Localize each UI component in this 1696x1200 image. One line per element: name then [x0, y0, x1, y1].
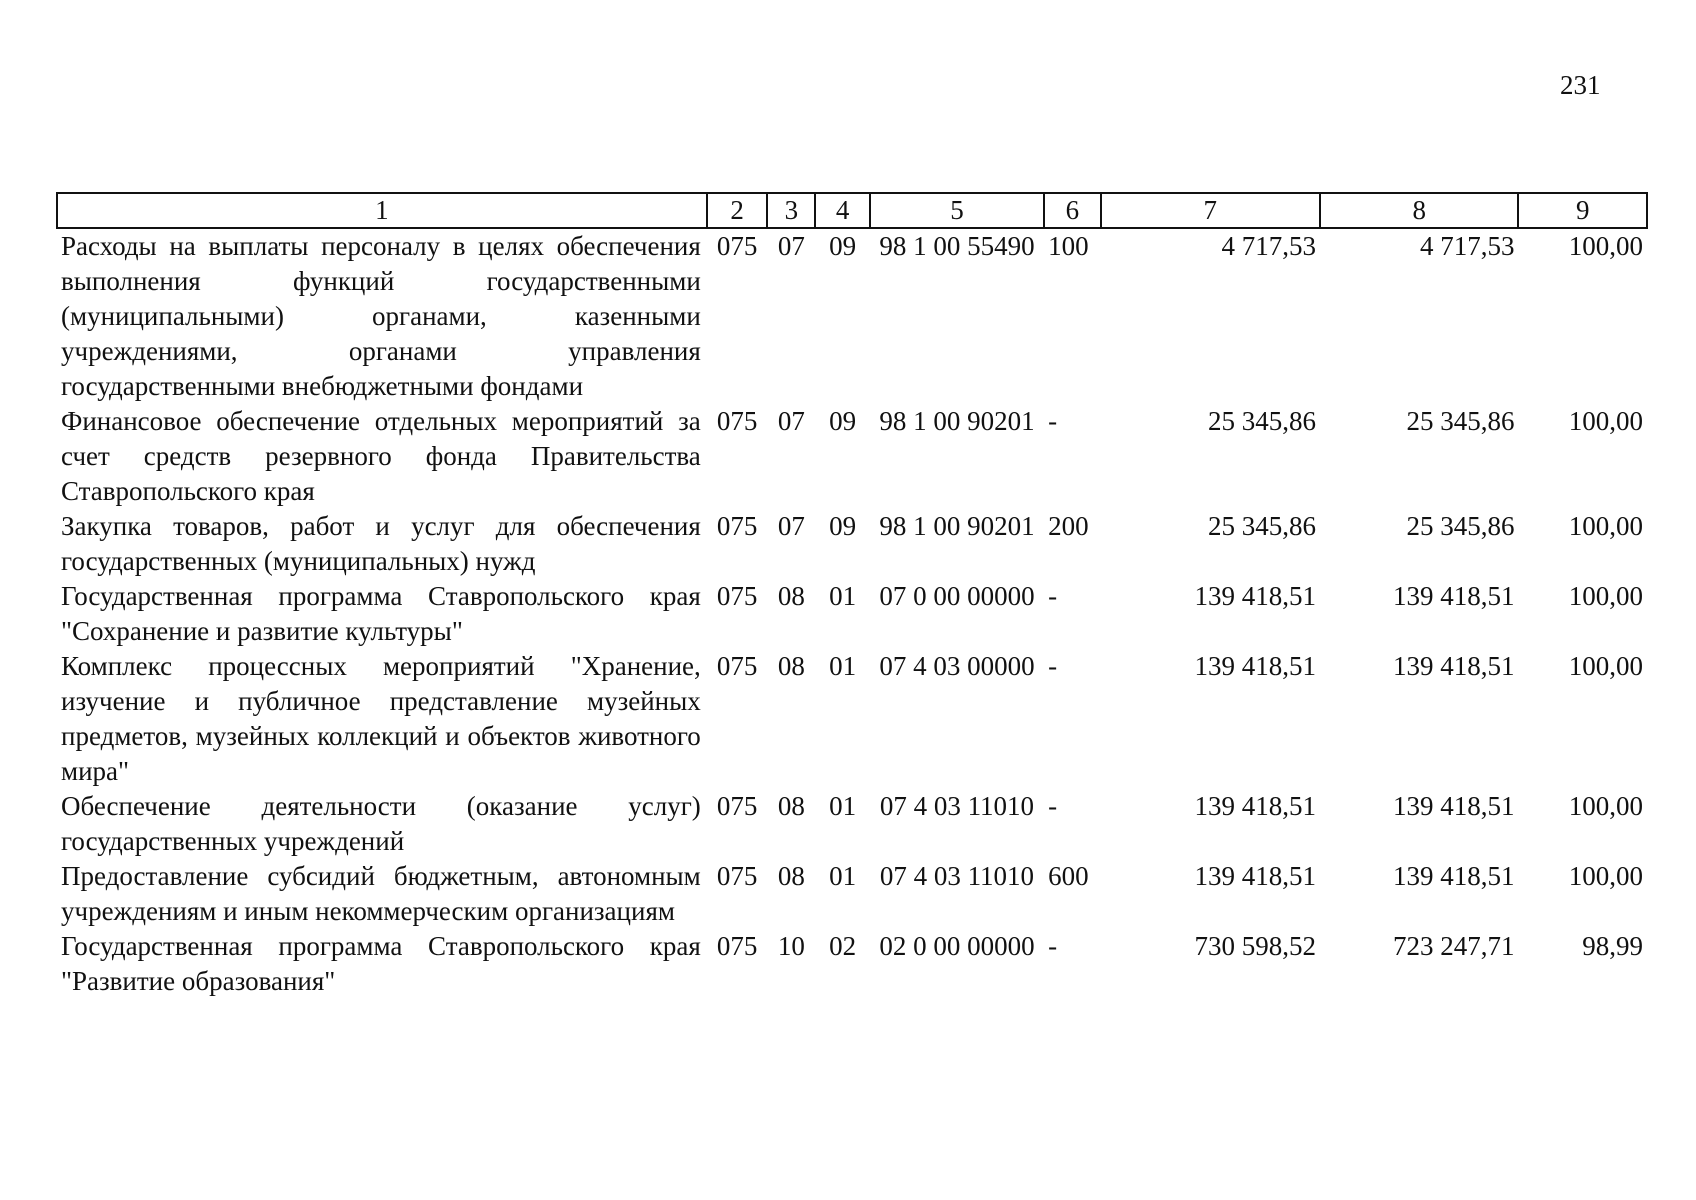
ministry-code-cell: 075: [716, 511, 758, 541]
target-article-cell: 02 0 00 00000: [879, 931, 1035, 961]
target-article-cell: 98 1 00 55490: [879, 231, 1035, 261]
plan-amount-cell: 139 418,51: [1194, 581, 1316, 611]
execution-percent-cell: 100,00: [1568, 861, 1643, 891]
executed-amount-cell: 139 418,51: [1392, 791, 1515, 821]
target-article-cell: 07 4 03 11010: [879, 861, 1035, 891]
expense-type-cell: 600: [1048, 861, 1089, 891]
execution-percent-cell: 100,00: [1568, 651, 1643, 681]
expense-name-cell: Расходы на выплаты персоналу в целях обеспечения выполнения функций государственными (муниципальными) органами, казенными учреждениями, органами управления государственными внебюджетными фондами: [61, 231, 701, 401]
expense-name-cell: Государственная программа Ставропольского края "Сохранение и развитие культуры": [61, 581, 701, 646]
page-number: 231: [1560, 70, 1601, 100]
column-header: 7: [1101, 193, 1320, 228]
header-row: [57, 193, 1647, 228]
ministry-code-cell: 075: [716, 931, 758, 961]
plan-amount-cell: 25 345,86: [1207, 511, 1316, 541]
budget-table: [56, 192, 1648, 999]
execution-percent-cell: 100,00: [1568, 791, 1643, 821]
execution-percent-cell: 98,99: [1582, 931, 1643, 961]
table-row: [57, 579, 1647, 649]
expense-name-cell: Государственная программа Ставропольского края "Развитие образования": [61, 931, 701, 996]
subsection-code-cell: 01: [829, 791, 857, 821]
column-header: 8: [1320, 193, 1518, 228]
target-article-cell: 07 0 00 00000: [879, 581, 1035, 611]
expense-name-cell: Комплекс процессных мероприятий "Хранение, изучение и публичное представление музейных предметов, музейных коллекций и объектов животного мира": [61, 651, 701, 786]
subsection-code-cell: 01: [829, 581, 857, 611]
table-body: [57, 228, 1647, 999]
section-code-cell: 08: [777, 651, 805, 681]
target-article-cell: 98 1 00 90201: [879, 511, 1035, 541]
section-code-cell: 07: [777, 511, 805, 541]
ministry-code-cell: 075: [716, 406, 758, 436]
ministry-code-cell: 075: [716, 581, 758, 611]
target-article-cell: 98 1 00 90201: [879, 406, 1035, 436]
plan-amount-cell: 730 598,52: [1194, 931, 1316, 961]
executed-amount-cell: 25 345,86: [1406, 406, 1515, 436]
target-article-cell: 07 4 03 00000: [879, 651, 1035, 681]
execution-percent-cell: 100,00: [1568, 406, 1643, 436]
table-row: [57, 228, 1647, 404]
expense-type-cell: 200: [1048, 511, 1089, 541]
plan-amount-cell: 4 717,53: [1221, 231, 1316, 261]
ministry-code-cell: 075: [716, 651, 758, 681]
subsection-code-cell: 09: [829, 511, 857, 541]
table-row: [57, 404, 1647, 509]
table-row: [57, 859, 1647, 929]
expense-type-cell: -: [1048, 651, 1058, 681]
section-code-cell: 08: [777, 791, 805, 821]
expense-type-cell: -: [1048, 406, 1058, 436]
expense-name-cell: Закупка товаров, работ и услуг для обеспечения государственных (муниципальных) нужд: [61, 511, 701, 576]
column-header: 3: [767, 193, 815, 228]
ministry-code-cell: 075: [716, 231, 758, 261]
executed-amount-cell: 139 418,51: [1392, 581, 1515, 611]
executed-amount-cell: 25 345,86: [1406, 511, 1515, 541]
subsection-code-cell: 01: [829, 861, 857, 891]
expense-type-cell: 100: [1048, 231, 1089, 261]
expense-name-cell: Финансовое обеспечение отдельных мероприятий за счет средств резервного фонда Правительства Ставропольского края: [61, 406, 701, 506]
plan-amount-cell: 139 418,51: [1194, 651, 1316, 681]
execution-percent-cell: 100,00: [1568, 581, 1643, 611]
subsection-code-cell: 09: [829, 231, 857, 261]
plan-amount-cell: 25 345,86: [1207, 406, 1316, 436]
table-row: [57, 789, 1647, 859]
expense-name-cell: Предоставление субсидий бюджетным, автономным учреждениям и иным некоммерческим организациям: [61, 861, 701, 926]
ministry-code-cell: 075: [716, 861, 758, 891]
column-header: 9: [1518, 193, 1647, 228]
expense-type-cell: -: [1048, 791, 1058, 821]
executed-amount-cell: 723 247,71: [1392, 931, 1515, 961]
expense-name-cell: Обеспечение деятельности (оказание услуг) государственных учреждений: [61, 791, 701, 856]
section-code-cell: 10: [777, 931, 805, 961]
column-header: 4: [815, 193, 869, 228]
expense-type-cell: -: [1048, 931, 1058, 961]
section-code-cell: 07: [777, 231, 805, 261]
column-header: 1: [57, 193, 707, 228]
column-header: 2: [707, 193, 768, 228]
column-header: 5: [870, 193, 1044, 228]
section-code-cell: 08: [777, 861, 805, 891]
executed-amount-cell: 139 418,51: [1392, 651, 1515, 681]
subsection-code-cell: 02: [829, 931, 857, 961]
table-row: [57, 929, 1647, 999]
executed-amount-cell: 139 418,51: [1392, 861, 1515, 891]
section-code-cell: 08: [777, 581, 805, 611]
table-row: [57, 509, 1647, 579]
column-header: 6: [1044, 193, 1100, 228]
plan-amount-cell: 139 418,51: [1194, 861, 1316, 891]
target-article-cell: 07 4 03 11010: [879, 791, 1035, 821]
execution-percent-cell: 100,00: [1568, 511, 1643, 541]
plan-amount-cell: 139 418,51: [1194, 791, 1316, 821]
subsection-code-cell: 01: [829, 651, 857, 681]
expense-type-cell: -: [1048, 581, 1058, 611]
section-code-cell: 07: [777, 406, 805, 436]
executed-amount-cell: 4 717,53: [1419, 231, 1515, 261]
execution-percent-cell: 100,00: [1568, 231, 1643, 261]
ministry-code-cell: 075: [716, 791, 758, 821]
table-row: [57, 649, 1647, 789]
subsection-code-cell: 09: [829, 406, 857, 436]
